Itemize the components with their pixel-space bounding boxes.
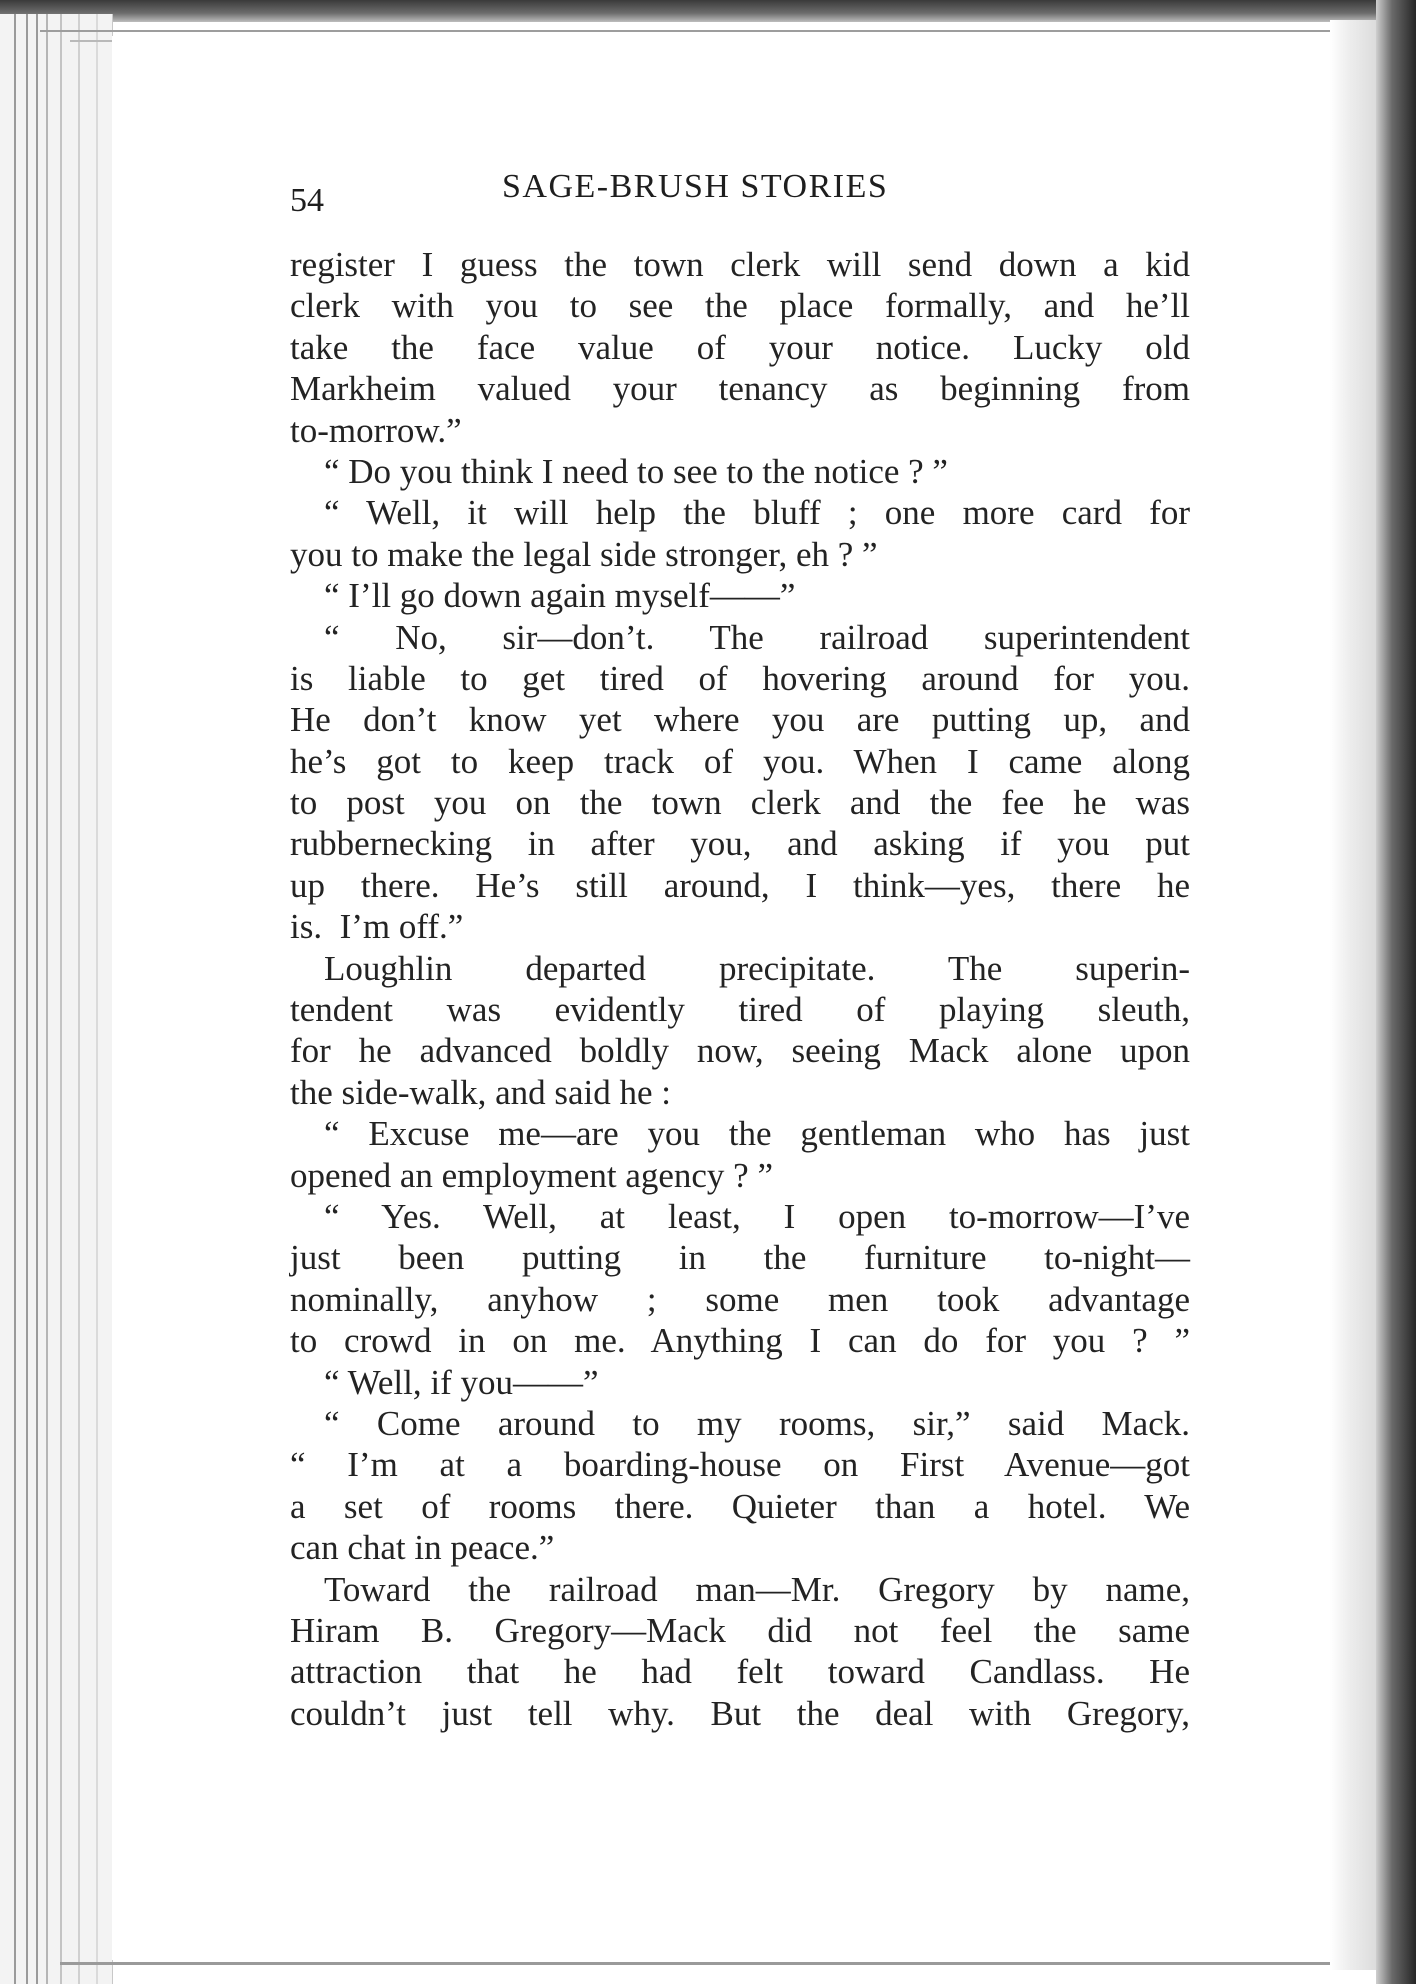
text-line: nominally, anyhow ; some men took advantage (290, 1279, 1190, 1319)
text-line: “ Come around to my rooms, sir,” said Mack. (324, 1403, 1190, 1443)
text-line: to post you on the town clerk and the fee he was (290, 783, 1190, 823)
text-line: you to make the legal side stronger, eh ? ” (290, 534, 878, 574)
text-line: to crowd in on me. Anything I can do for you ? ” (290, 1321, 1190, 1361)
page-header (290, 168, 960, 228)
text-line: attraction that he had felt toward Candlass. He (290, 1652, 1190, 1692)
text-line: “ Well, it will help the bluff ; one more card for (324, 493, 1190, 533)
text-line: to-morrow.” (290, 410, 462, 450)
text-line: “ I’m at a boarding-house on First Avenue—got (290, 1445, 1190, 1485)
text-line: can chat in peace.” (290, 1528, 555, 1568)
text-line: he’s got to keep track of you. When I came along (290, 741, 1190, 781)
text-line: is liable to get tired of hovering around for you. (290, 658, 1190, 698)
text-line: “ Do you think I need to see to the notice ? ” (324, 451, 948, 491)
text-line: tendent was evidently tired of playing sleuth, (290, 990, 1190, 1030)
text-line: “ Yes. Well, at least, I open to-morrow—I’ve (324, 1196, 1190, 1236)
page-top-edge (40, 30, 1330, 32)
text-line: for he advanced boldly now, seeing Mack alone upon (290, 1031, 1190, 1071)
text-line: “ Excuse me—are you the gentleman who has just (324, 1114, 1190, 1154)
scanner-edge-right (1376, 0, 1416, 1984)
text-line: take the face value of your notice. Lucky old (290, 327, 1190, 367)
page-bottom-edge (60, 1962, 1360, 1965)
text-line: the side-walk, and said he : (290, 1072, 672, 1112)
text-line: Toward the railroad man—Mr. Gregory by name, (324, 1569, 1190, 1609)
running-head: SAGE-BRUSH STORIES (502, 168, 889, 205)
text-line: He don’t know yet where you are putting up, and (290, 700, 1190, 740)
body-text (290, 244, 1190, 1734)
text-line: “ I’ll go down again myself——” (324, 576, 796, 616)
text-line: register I guess the town clerk will send down a kid (290, 245, 1190, 284)
text-line: a set of rooms there. Quieter than a hotel. We (290, 1486, 1190, 1526)
scanner-edge-top (0, 0, 1416, 22)
text-line: Loughlin departed precipitate. The superin- (324, 948, 1190, 988)
text-line: Markheim valued your tenancy as beginning from (290, 369, 1190, 409)
text-line: just been putting in the furniture to-night— (290, 1238, 1190, 1278)
text-line: Hiram B. Gregory—Mack did not feel the same (290, 1610, 1190, 1650)
text-line: up there. He’s still around, I think—yes, there he (290, 865, 1190, 905)
page-number: 54 (290, 182, 324, 219)
text-line: is. I’m off.” (290, 907, 464, 947)
page-stack-edge (0, 14, 113, 1984)
text-line: “ Well, if you——” (324, 1362, 599, 1402)
page-gutter-right (1330, 20, 1376, 1970)
text-line: clerk with you to see the place formally, and he’ll (290, 286, 1190, 326)
text-line: rubbernecking in after you, and asking if you put (290, 824, 1190, 864)
text-line: couldn’t just tell why. But the deal with Gregory, (290, 1693, 1190, 1733)
text-line: “ No, sir—don’t. The railroad superintendent (324, 617, 1190, 657)
text-line: opened an employment agency ? ” (290, 1155, 773, 1195)
